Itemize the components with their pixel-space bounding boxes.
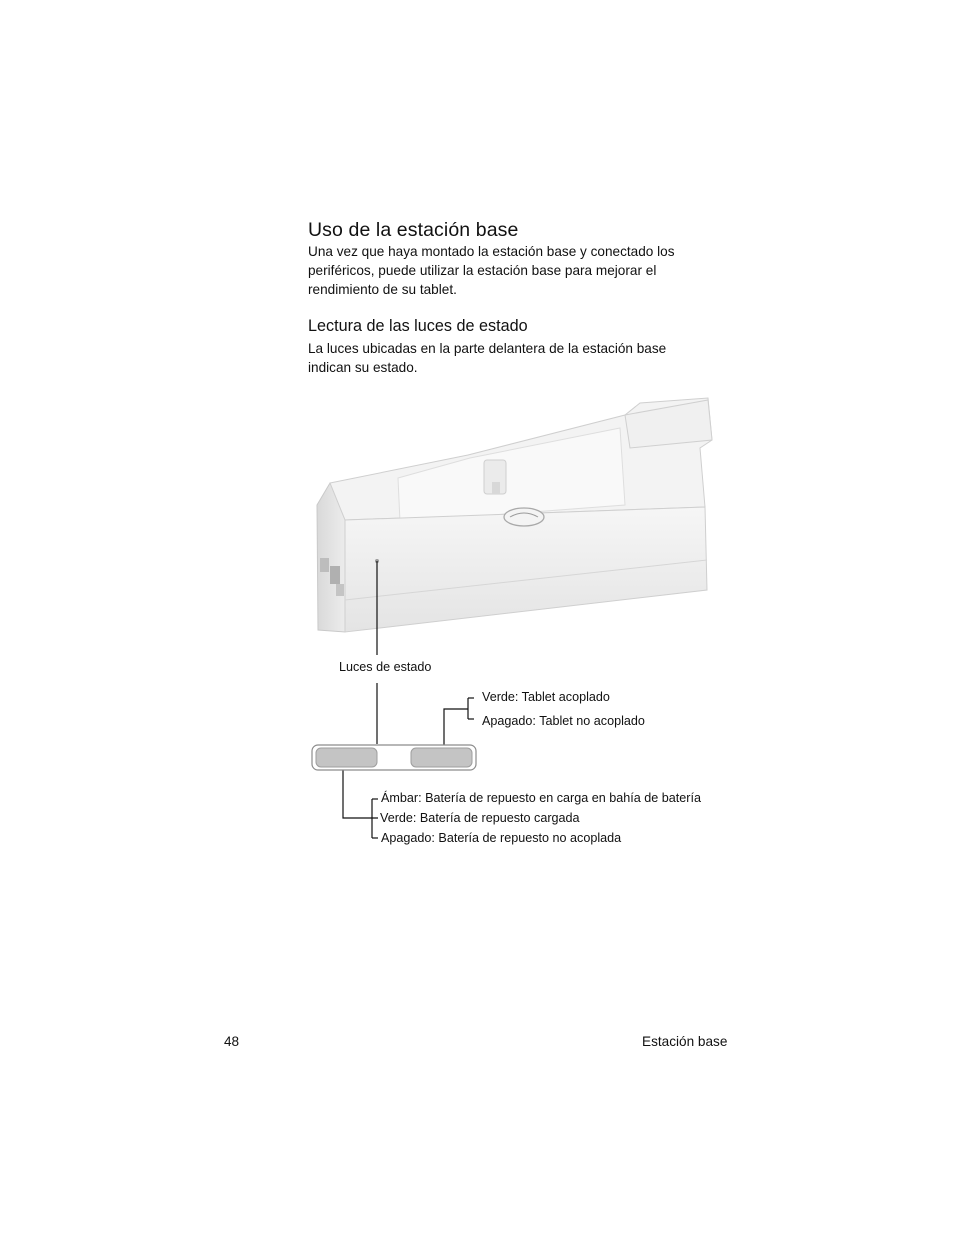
tablet-status-light [411, 748, 472, 767]
section-title: Uso de la estación base [308, 219, 519, 241]
left-light-label-amber: Ámbar: Batería de repuesto en carga en bahía de batería [381, 791, 701, 805]
right-light-label-off: Apagado: Tablet no acoplado [482, 714, 645, 728]
battery-status-light [316, 748, 377, 767]
intro-line: Una vez que haya montado la estación base y conectado los [308, 244, 675, 259]
page-number: 48 [224, 1034, 240, 1049]
status-lights-callout: Luces de estado [339, 660, 432, 674]
subsection-title: Lectura de las luces de estado [308, 317, 528, 335]
body-line: indican su estado. [308, 360, 418, 376]
port-icon [336, 584, 344, 596]
docking-station-figure [300, 395, 720, 855]
subsection-paragraph [308, 339, 728, 377]
port-icon [320, 558, 329, 572]
docking-station-image [317, 398, 712, 632]
left-light-label-off: Apagado: Batería de repuesto no acoplada [381, 831, 622, 845]
left-light-label-green: Verde: Batería de repuesto cargada [380, 811, 580, 825]
intro-paragraph [308, 242, 728, 300]
intro-line: periféricos, puede utilizar la estación base para mejorar el [308, 263, 657, 279]
port-icon [330, 566, 340, 584]
chapter-name: Estación base [642, 1034, 728, 1049]
right-light-label-green: Verde: Tablet acoplado [482, 690, 610, 704]
intro-line: rendimiento de su tablet. [308, 282, 457, 298]
body-line: La luces ubicadas en la parte delantera de la estación base [308, 341, 667, 356]
